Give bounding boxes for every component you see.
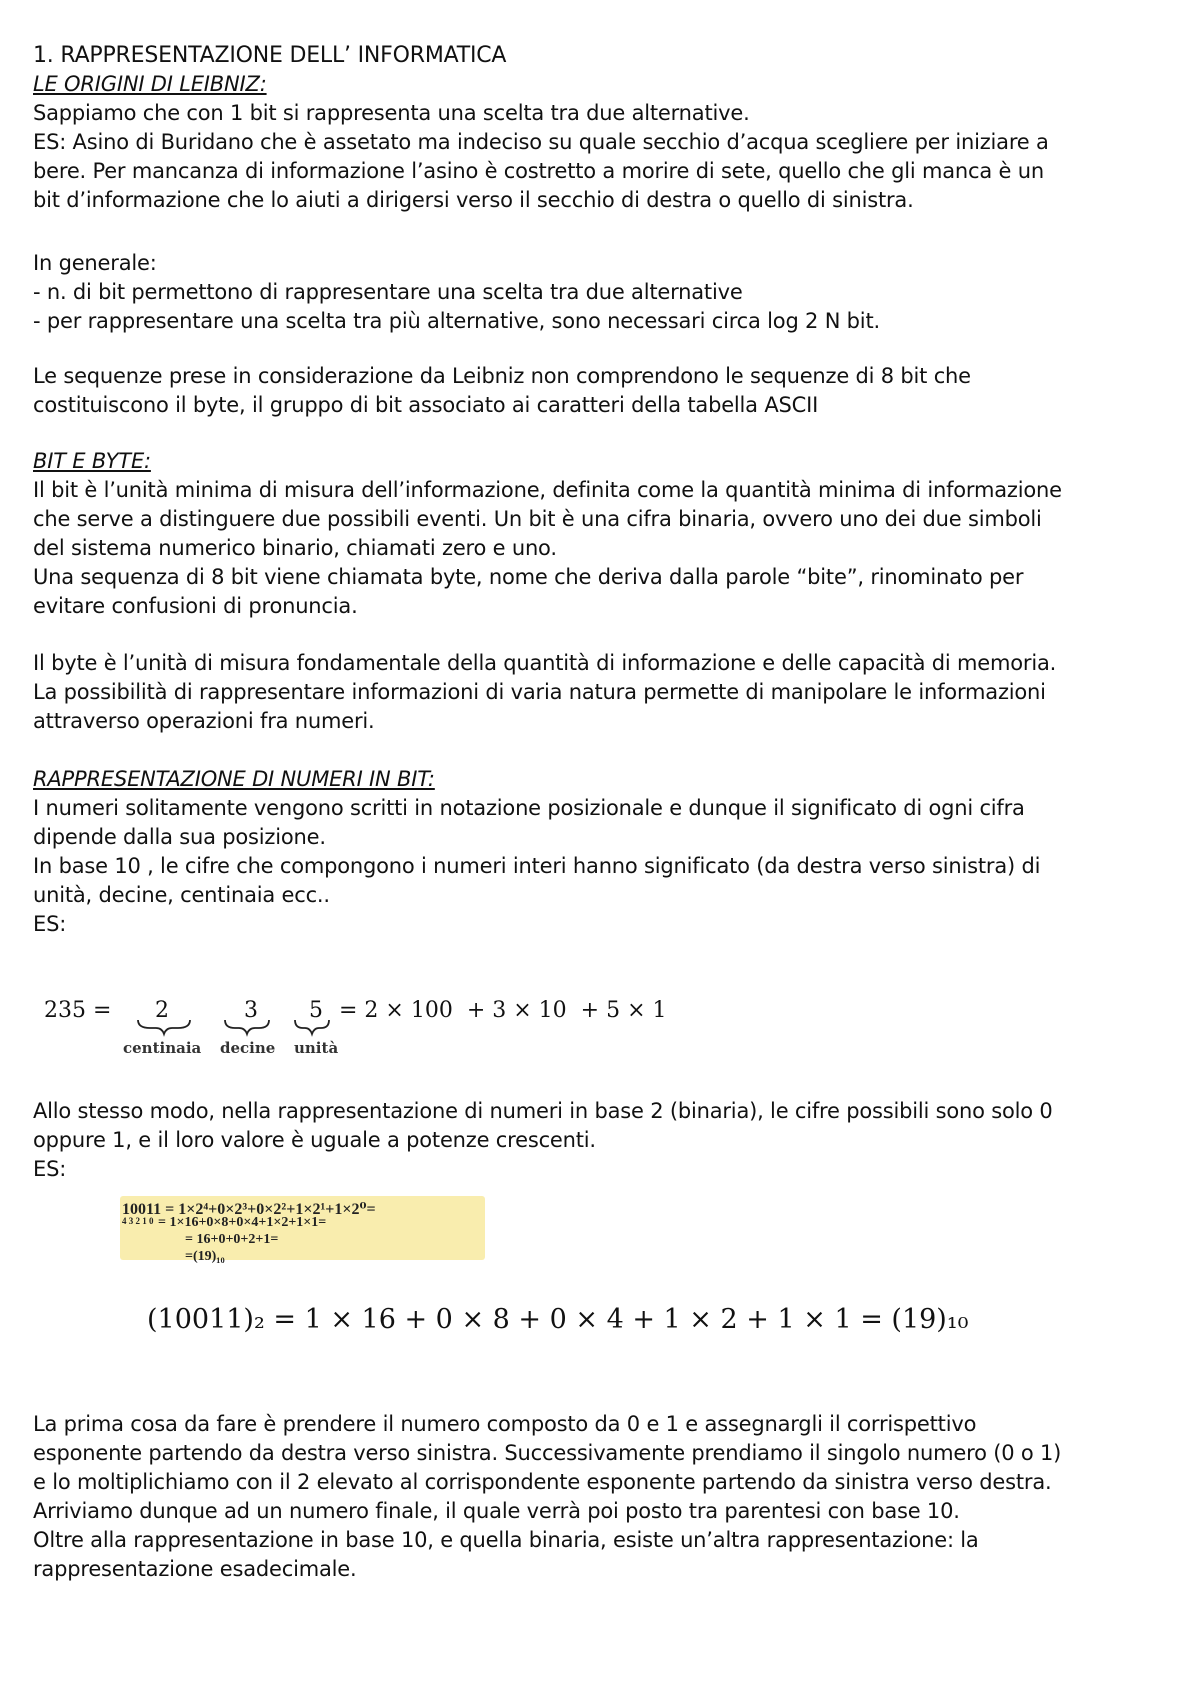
paragraph-line: In generale: <box>33 251 157 275</box>
paragraph-line: esponente partendo da destra verso sinistra. Successivamente prendiamo il singolo numero (0 o 1) <box>33 1441 1062 1465</box>
paragraph-line: Il bit è l’unità minima di misura dell’informazione, definita come la quantità minima di informazione <box>33 478 1062 502</box>
handwritten-line: = 1×16+0×8+0×4+1×2+1×1= <box>158 1215 327 1230</box>
paragraph-line: Arriviamo dunque ad un numero finale, il quale verrà poi posto tra parentesi con base 10. <box>33 1499 960 1523</box>
paragraph-line: La possibilità di rappresentare informazioni di varia natura permette di manipolare le informazioni <box>33 680 1046 704</box>
handwritten-index: 4 3 2 1 0 <box>122 1216 154 1226</box>
paragraph-line: rappresentazione esadecimale. <box>33 1557 357 1581</box>
paragraph-line: e lo moltiplichiamo con il 2 elevato al corrispondente esponente partendo da sinistra verso destra. <box>33 1470 1052 1494</box>
underbrace <box>225 1020 269 1034</box>
paragraph-line: ES: <box>33 1157 67 1181</box>
brace-label: unità <box>294 1039 339 1057</box>
section-heading: LE ORIGINI DI LEIBNIZ: <box>33 72 267 96</box>
handwritten-line: =(19)₁₀ <box>185 1249 225 1264</box>
brace-label: centinaia <box>123 1039 202 1057</box>
section-heading: BIT E BYTE: <box>33 449 151 473</box>
paragraph-line: Sappiamo che con 1 bit si rappresenta una scelta tra due alternative. <box>33 101 750 125</box>
underbrace <box>138 1020 190 1034</box>
paragraph-line: ES: <box>33 912 67 936</box>
underbrace <box>295 1020 329 1034</box>
section-heading: RAPPRESENTAZIONE DI NUMERI IN BIT: <box>33 767 435 791</box>
list-item: - n. di bit permettono di rappresentare una scelta tra due alternative <box>33 280 743 304</box>
paragraph-line: oppure 1, e il loro valore è uguale a potenze crescenti. <box>33 1128 596 1152</box>
eq-lhs: 235 = <box>44 998 112 1023</box>
hex-paragraph <box>33 1526 1183 1584</box>
eq-rhs: = 2 × 100 + 3 × 10 + 5 × 1 <box>339 998 667 1023</box>
paragraph-line: ES: Asino di Buridano che è assetato ma indeciso su quale secchio d’acqua scegliere per iniziare a <box>33 130 1049 154</box>
paragraph-line: evitare confusioni di pronuncia. <box>33 594 358 618</box>
handwritten-line: 10011 = 1×2⁴+0×2³+0×2²+1×2¹+1×2⁰= <box>122 1201 376 1218</box>
page-title: 1. RAPPRESENTAZIONE DELL’ INFORMATICA <box>33 43 507 68</box>
paragraph-line: I numeri solitamente vengono scritti in notazione posizionale e dunque il significato di ogni cifra <box>33 796 1025 820</box>
binary-equation: (10011)₂ = 1 × 16 + 0 × 8 + 0 × 4 + 1 × 2 + 1 × 1 = (19)₁₀ <box>147 1304 969 1335</box>
paragraph-line: In base 10 , le cifre che compongono i numeri interi hanno significato (da destra verso sinistra) di <box>33 854 1041 878</box>
procedure-paragraph <box>33 1410 1183 1526</box>
paragraph-line: La prima cosa da fare è prendere il numero composto da 0 e 1 e assegnargli il corrispettivo <box>33 1412 977 1436</box>
paragraph-line: dipende dalla sua posizione. <box>33 825 326 849</box>
paragraph-line: Le sequenze prese in considerazione da Leibniz non comprendono le sequenze di 8 bit che <box>33 364 971 388</box>
paragraph-line: del sistema numerico binario, chiamati zero e uno. <box>33 536 557 560</box>
list-item: - per rappresentare una scelta tra più alternative, sono necessari circa log 2 N bit. <box>33 309 880 333</box>
paragraph-line: che serve a distinguere due possibili eventi. Un bit è una cifra binaria, ovvero uno dei due simboli <box>33 507 1042 531</box>
paragraph-line: Allo stesso modo, nella rappresentazione di numeri in base 2 (binaria), le cifre possibili sono solo 0 <box>33 1099 1053 1123</box>
paragraph-line: bere. Per mancanza di informazione l’asino è costretto a morire di sete, quello che gli manca è un <box>33 159 1044 183</box>
paragraph-line: Oltre alla rappresentazione in base 10, e quella binaria, esiste un’altra rappresentazione: la <box>33 1528 979 1552</box>
paragraph-line: unità, decine, centinaia ecc.. <box>33 883 330 907</box>
eq-digit: 2 <box>155 998 169 1023</box>
binary-paragraph <box>33 1097 1183 1184</box>
paragraph-line: bit d’informazione che lo aiuti a dirigersi verso il secchio di destra o quello di sinistra. <box>33 188 914 212</box>
paragraph-line: Il byte è l’unità di misura fondamentale della quantità di informazione e delle capacità di memoria. <box>33 651 1057 675</box>
paragraph-line: costituiscono il byte, il gruppo di bit associato ai caratteri della tabella ASCII <box>33 393 819 417</box>
handwritten-line: = 16+0+0+2+1= <box>185 1232 279 1247</box>
paragraph-line: attraverso operazioni fra numeri. <box>33 709 375 733</box>
eq-digit: 3 <box>244 998 258 1023</box>
brace-label: decine <box>220 1039 276 1057</box>
eq-digit: 5 <box>309 998 323 1023</box>
paragraph-line: Una sequenza di 8 bit viene chiamata byte, nome che deriva dalla parole “bite”, rinominato per <box>33 565 1024 589</box>
